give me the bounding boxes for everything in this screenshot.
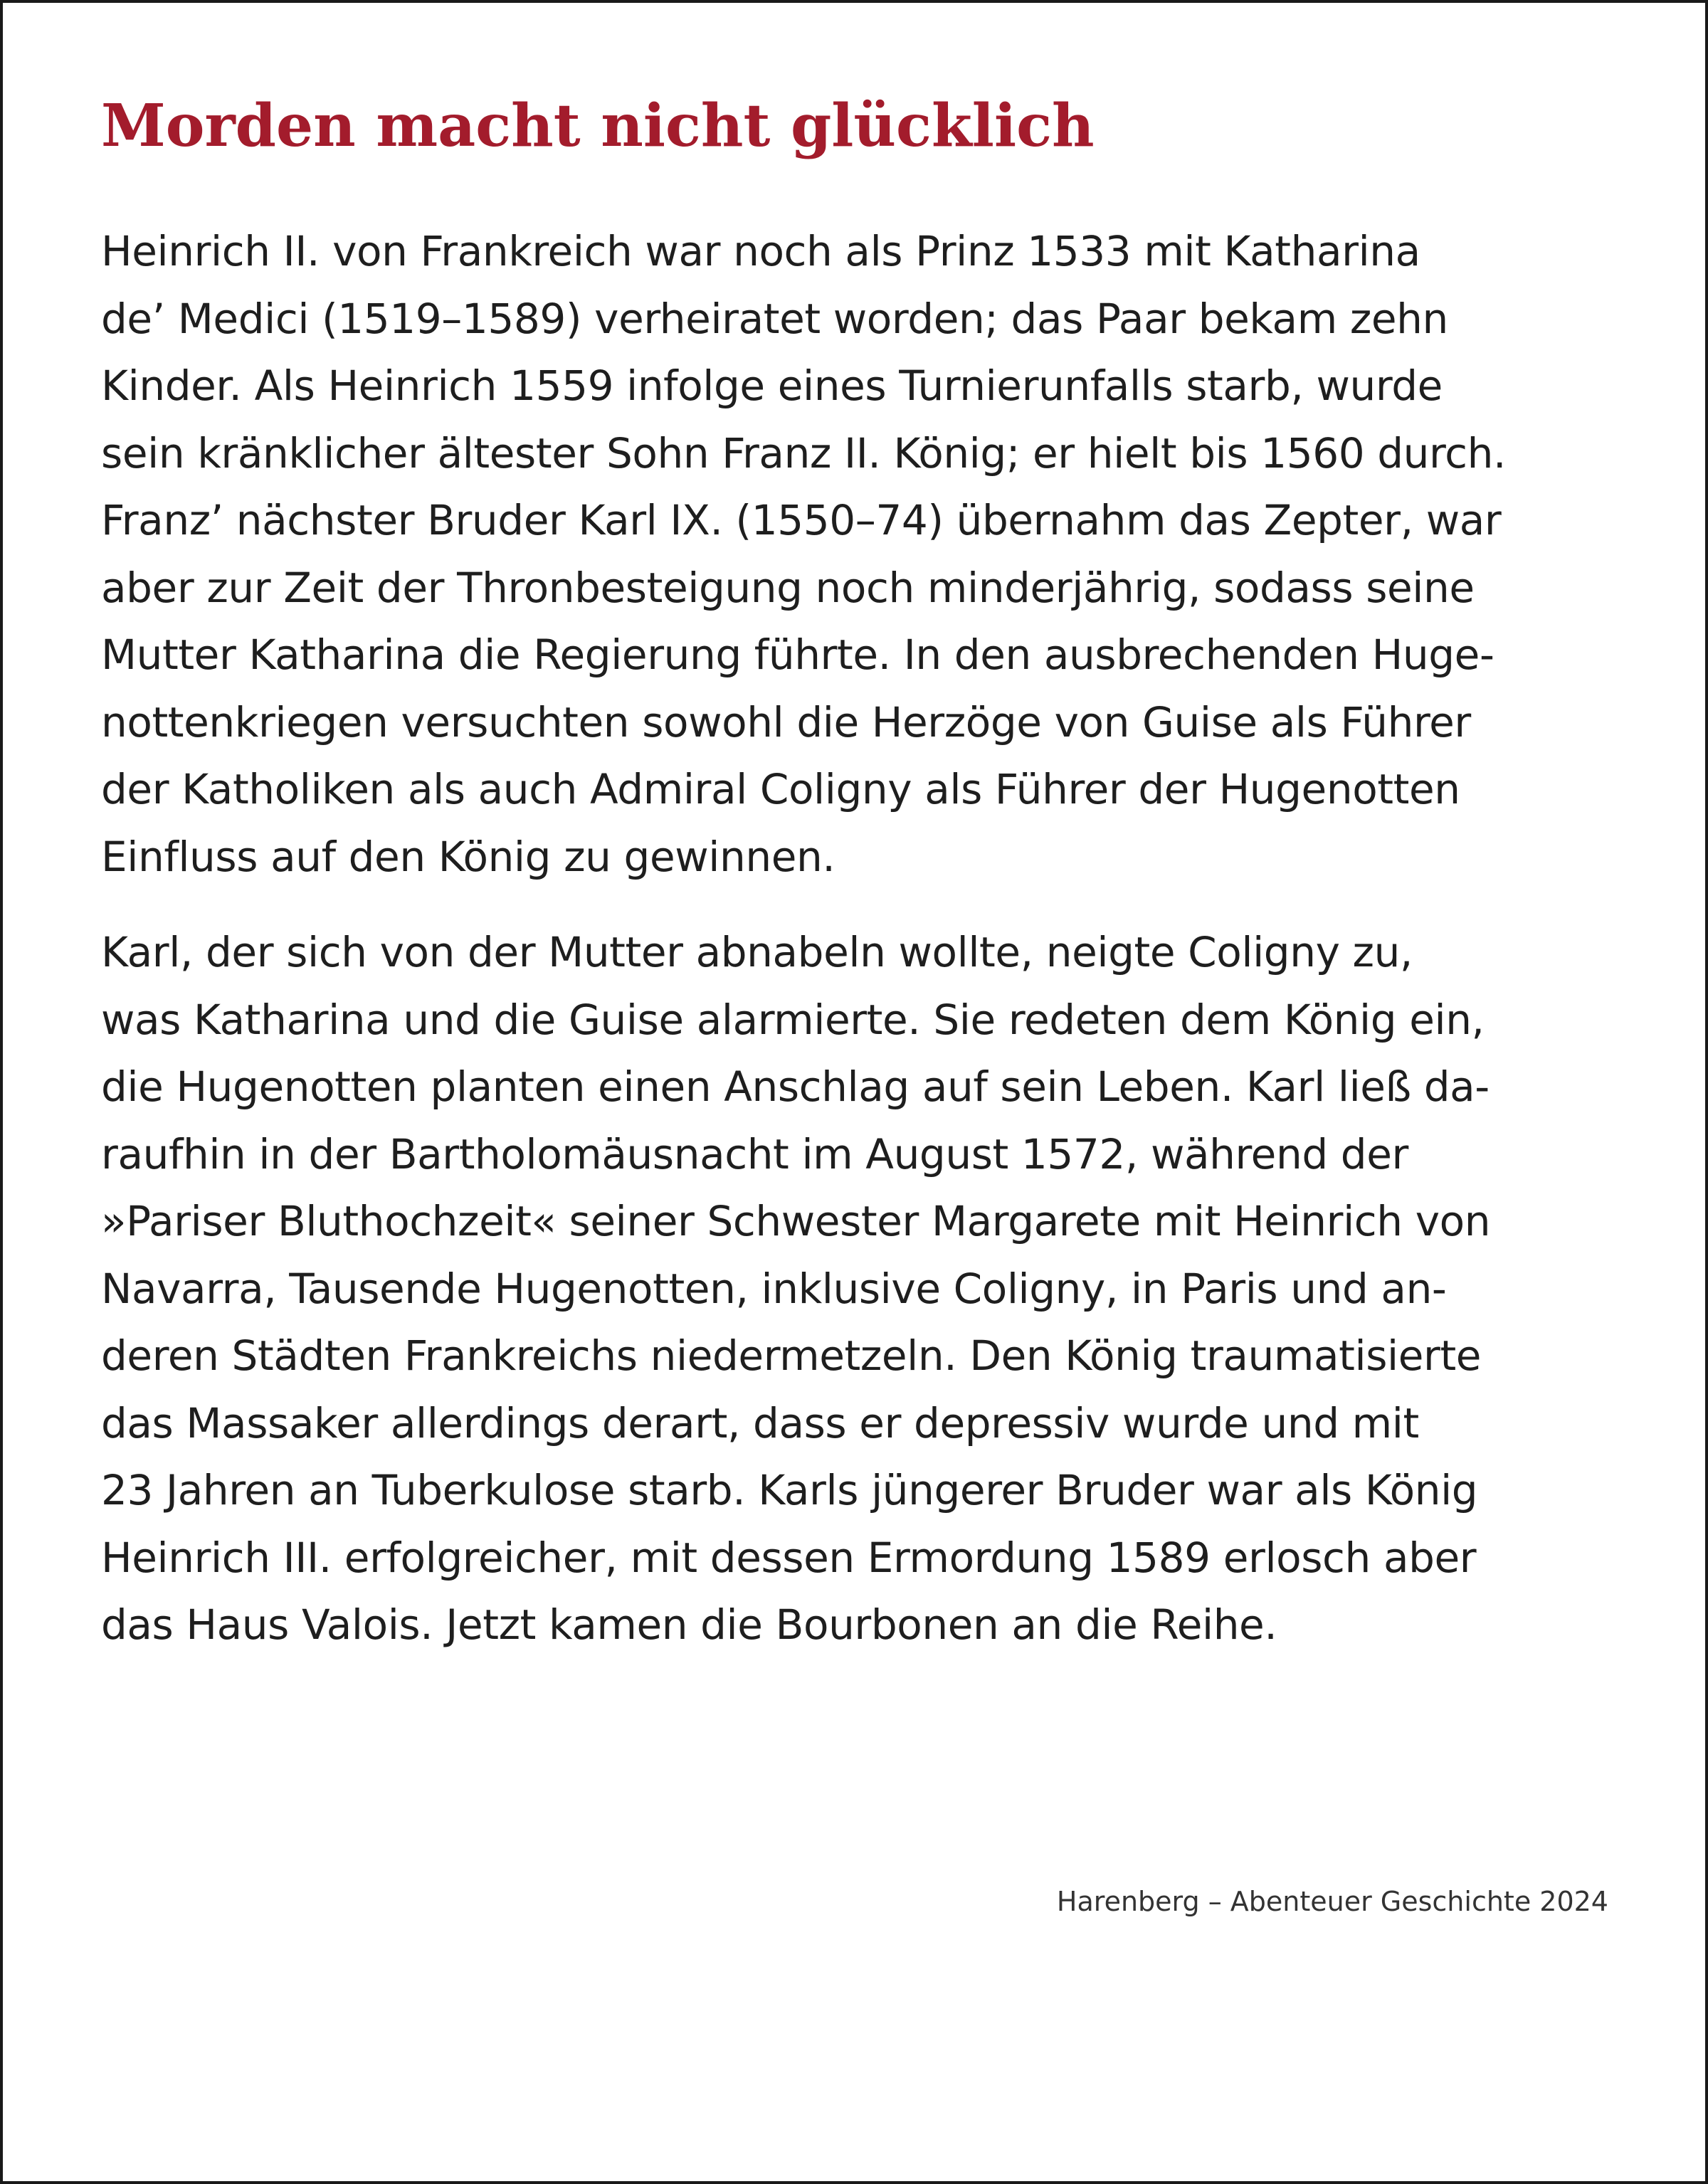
text-line: Navarra, Tausende Hugenotten, inklusive Coligny, in Paris und an- <box>101 1264 1447 1313</box>
text-line: das Haus Valois. Jetzt kamen die Bourbonen an die Reihe. <box>101 1600 1277 1649</box>
text-line: Franz’ nächster Bruder Karl IX. (1550–74) übernahm das Zepter, war <box>101 496 1502 544</box>
text-line: 23 Jahren an Tuberkulose starb. Karls jüngerer Bruder war als König <box>101 1466 1478 1514</box>
text-line: aber zur Zeit der Thronbesteigung noch minderjährig, sodass seine <box>101 563 1475 612</box>
text-line: raufhin in der Bartholomäusnacht im August 1572, während der <box>101 1129 1408 1178</box>
text-line: deren Städten Frankreichs niedermetzeln. Den König traumatisierte <box>101 1331 1482 1380</box>
paragraph-1 <box>101 218 1624 890</box>
text-line: der Katholiken als auch Admiral Coligny als Führer der Hugenotten <box>101 765 1460 813</box>
text-line: das Massaker allerdings derart, dass er depressiv wurde und mit <box>101 1398 1419 1447</box>
text-line: Kinder. Als Heinrich 1559 infolge eines Turnierunfalls starb, wurde <box>101 362 1443 410</box>
text-line: Mutter Katharina die Regierung führte. In den ausbrechenden Huge- <box>101 631 1494 679</box>
text-line: was Katharina und die Guise alarmierte. Sie redeten dem König ein, <box>101 995 1485 1044</box>
text-line: Heinrich III. erfolgreicher, mit dessen Ermordung 1589 erlosch aber <box>101 1533 1477 1582</box>
text-line: sein kränklicher ältester Sohn Franz II. König; er hielt bis 1560 durch. <box>101 428 1507 478</box>
text-line: Karl, der sich von der Mutter abnabeln wollte, neigte Coligny zu, <box>101 928 1413 976</box>
text-line: Einfluss auf den König zu gewinnen. <box>101 832 835 881</box>
text-line: »Pariser Bluthochzeit« seiner Schwester Margarete mit Heinrich von <box>101 1197 1491 1245</box>
text-line: Heinrich II. von Frankreich war noch als Prinz 1533 mit Katharina <box>101 227 1420 275</box>
text-line: nottenkriegen versuchten sowohl die Herzöge von Guise als Führer <box>101 697 1471 747</box>
text-line: de’ Medici (1519–1589) verheiratet worden; das Paar bekam zehn <box>101 294 1448 343</box>
article-body <box>101 218 1624 1659</box>
page-title: Morden macht nicht glücklich <box>101 92 1095 160</box>
text-line: die Hugenotten planten einen Anschlag auf sein Leben. Karl ließ da- <box>101 1062 1490 1111</box>
paragraph-2 <box>101 919 1624 1659</box>
source-footer: Harenberg – Abenteuer Geschichte 2024 <box>1056 1886 1608 1917</box>
